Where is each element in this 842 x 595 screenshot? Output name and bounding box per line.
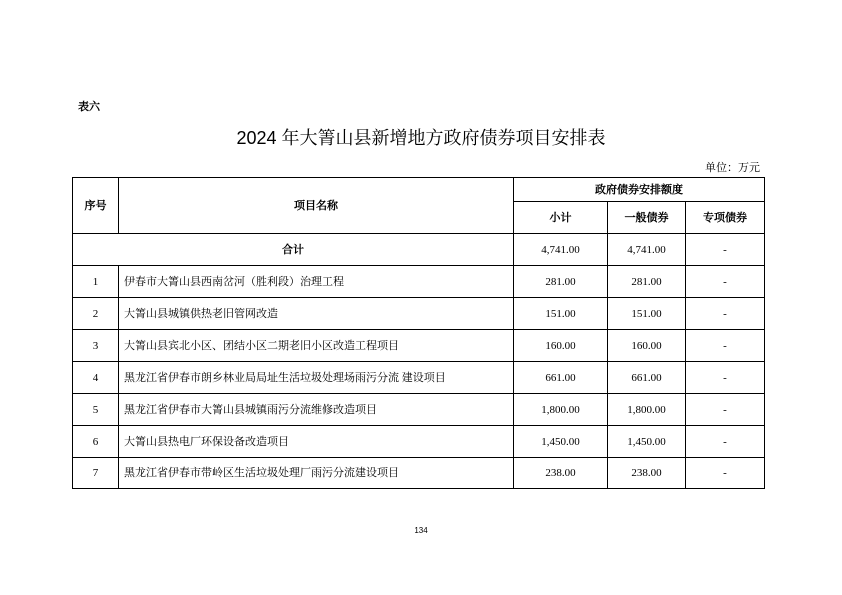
row-special-bond: -	[686, 426, 765, 458]
row-general-bond: 281.00	[608, 266, 686, 298]
page-title: 2024 年大箐山县新增地方政府债券项目安排表	[236, 128, 606, 148]
row-special-bond: -	[686, 458, 765, 489]
total-subtotal: 4,741.00	[514, 234, 608, 266]
row-special-bond: -	[686, 330, 765, 362]
table-row	[73, 330, 765, 362]
total-special-bond: -	[686, 234, 765, 266]
total-label: 合计	[73, 234, 514, 266]
row-project-name: 黑龙江省伊春市朗乡林业局局址生活垃圾处理场雨污分流 建设项目	[119, 362, 514, 394]
header-index: 序号	[73, 178, 119, 234]
row-index: 7	[73, 458, 119, 489]
row-index: 4	[73, 362, 119, 394]
row-general-bond: 160.00	[608, 330, 686, 362]
row-special-bond: -	[686, 394, 765, 426]
bond-allocation-table	[72, 177, 765, 489]
header-row	[73, 178, 765, 202]
row-subtotal: 661.00	[514, 362, 608, 394]
total-general-bond: 4,741.00	[608, 234, 686, 266]
row-subtotal: 238.00	[514, 458, 608, 489]
table-row	[73, 298, 765, 330]
row-index: 3	[73, 330, 119, 362]
table-row	[73, 394, 765, 426]
row-project-name: 大箐山县城镇供热老旧管网改造	[119, 298, 514, 330]
table-label: 表六	[78, 101, 100, 113]
row-index: 6	[73, 426, 119, 458]
row-index: 1	[73, 266, 119, 298]
header-bond-amount-group: 政府债券安排额度	[514, 178, 765, 202]
row-special-bond: -	[686, 266, 765, 298]
header-project-name: 项目名称	[119, 178, 514, 234]
row-project-name: 大箐山县热电厂环保设备改造项目	[119, 426, 514, 458]
header-general-bond: 一般债券	[608, 202, 686, 234]
row-project-name: 大箐山县宾北小区、团结小区二期老旧小区改造工程项目	[119, 330, 514, 362]
row-subtotal: 151.00	[514, 298, 608, 330]
table-row	[73, 362, 765, 394]
row-subtotal: 281.00	[514, 266, 608, 298]
row-subtotal: 160.00	[514, 330, 608, 362]
row-general-bond: 1,450.00	[608, 426, 686, 458]
row-project-name: 伊春市大箐山县西南岔河（胜利段）治理工程	[119, 266, 514, 298]
row-project-name: 黑龙江省伊春市带岭区生活垃圾处理厂雨污分流建设项目	[119, 458, 514, 489]
row-subtotal: 1,800.00	[514, 394, 608, 426]
row-index: 2	[73, 298, 119, 330]
row-general-bond: 661.00	[608, 362, 686, 394]
table-row	[73, 266, 765, 298]
row-special-bond: -	[686, 362, 765, 394]
table-row	[73, 458, 765, 489]
row-project-name: 黑龙江省伊春市大箐山县城镇雨污分流维修改造项目	[119, 394, 514, 426]
page-number: 134	[414, 526, 428, 535]
header-special-bond: 专项债券	[686, 202, 765, 234]
table-row	[73, 426, 765, 458]
row-special-bond: -	[686, 298, 765, 330]
unit-note: 单位：万元	[705, 162, 760, 174]
header-subtotal: 小计	[514, 202, 608, 234]
row-general-bond: 151.00	[608, 298, 686, 330]
row-general-bond: 238.00	[608, 458, 686, 489]
total-row	[73, 234, 765, 266]
row-index: 5	[73, 394, 119, 426]
row-general-bond: 1,800.00	[608, 394, 686, 426]
row-subtotal: 1,450.00	[514, 426, 608, 458]
